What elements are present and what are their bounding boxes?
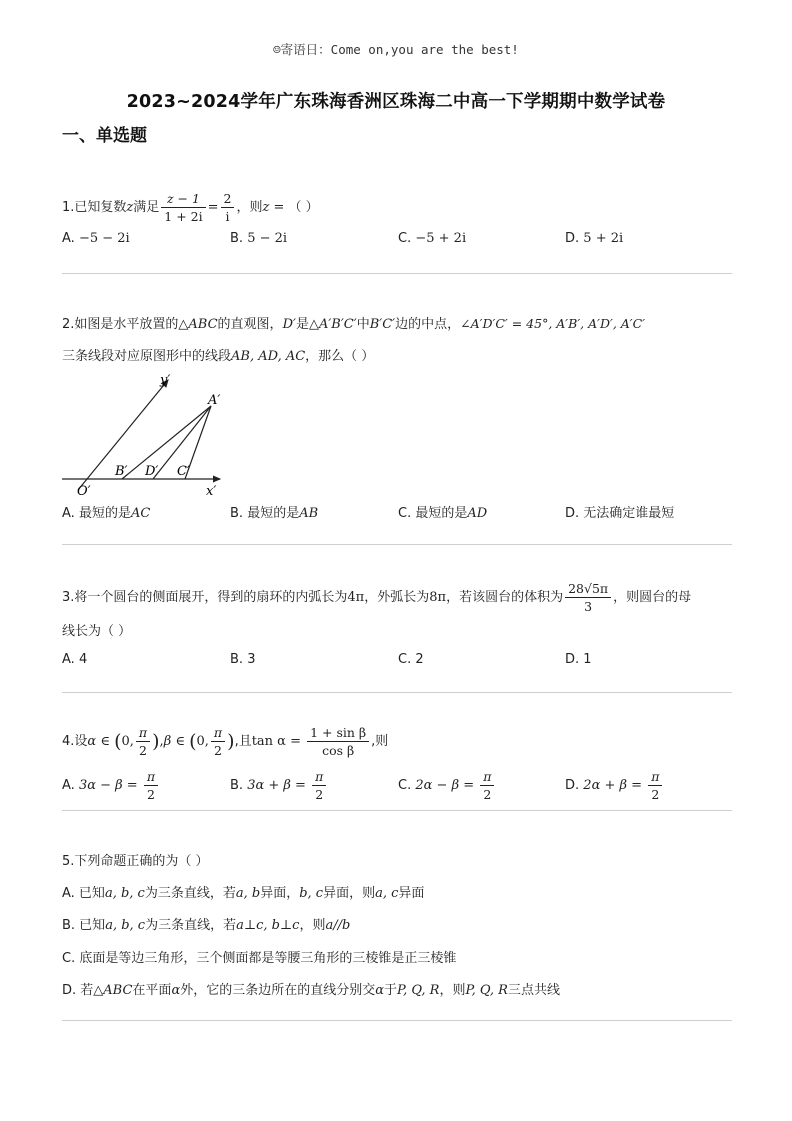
- q2-math: B′C′: [369, 317, 396, 332]
- question-2-stem: [62, 313, 645, 332]
- option-den: 2: [315, 787, 324, 802]
- q1-text: ，则: [236, 200, 263, 215]
- option-value: 2: [415, 652, 424, 667]
- q3-math: 8π: [429, 590, 447, 605]
- option-math: a, c: [375, 886, 399, 901]
- q1-text: 满足: [133, 200, 160, 215]
- question-3-options: [62, 652, 742, 674]
- q1-fraction-left: [161, 190, 205, 225]
- option-label: D.: [565, 231, 580, 246]
- q4-paren: ): [152, 730, 160, 753]
- option-math: 2α + β =: [583, 778, 647, 793]
- option-label: D.: [565, 778, 580, 793]
- option-math: P, Q, R: [397, 983, 440, 998]
- option-math: α: [171, 983, 181, 998]
- q4-math: α ∈: [87, 734, 115, 749]
- option-fraction: [648, 768, 662, 803]
- option-math: α: [375, 983, 385, 998]
- label-y: y′: [160, 373, 171, 388]
- option-value: 1: [583, 652, 592, 667]
- option-a[interactable]: [62, 231, 130, 246]
- divider: [62, 273, 732, 274]
- option-text: 三点共线: [507, 983, 560, 998]
- q1-den: i: [225, 209, 230, 224]
- q2-math: △ABC: [178, 317, 218, 332]
- option-text: 异面，则: [323, 886, 376, 901]
- option-c[interactable]: [398, 502, 487, 521]
- option-b[interactable]: [230, 231, 287, 246]
- option-num: π: [648, 768, 662, 786]
- q2-text: 的直观图，: [217, 317, 283, 332]
- option-text: ，则: [439, 983, 466, 998]
- q4-paren: ): [227, 730, 235, 753]
- option-text: A. 已知: [62, 886, 105, 901]
- option-c[interactable]: [398, 231, 466, 246]
- q4-num: π: [136, 724, 150, 742]
- option-text: 最短的是: [415, 506, 468, 521]
- label-x: x′: [206, 484, 217, 499]
- q1-den: 1 + 2i: [164, 209, 203, 224]
- option-math: P, Q, R: [465, 983, 508, 998]
- option-a[interactable]: [62, 652, 87, 667]
- option-text: 外，它的三条边所在的直线分别交: [180, 983, 376, 998]
- q4-text: 4.设: [62, 734, 88, 749]
- divider: [62, 1020, 732, 1021]
- option-fraction: [144, 768, 158, 803]
- q2-text: ，那么（ ）: [305, 349, 375, 364]
- divider: [62, 544, 732, 545]
- option-fraction: [480, 768, 494, 803]
- question-4-options: [62, 768, 742, 802]
- option-text: D. 若: [62, 983, 94, 998]
- section-heading: 一、单选题: [62, 126, 147, 146]
- option-den: 2: [651, 787, 660, 802]
- q3-fraction: [565, 580, 611, 615]
- q4-den: cos β: [322, 743, 355, 758]
- q1-text: 1.已知复数: [62, 200, 127, 215]
- q2-text: 三条线段对应原图形中的线段: [62, 349, 232, 364]
- question-4: [62, 724, 742, 802]
- option-label: C.: [398, 778, 412, 793]
- option-math: △ABC: [93, 983, 133, 998]
- option-math: AD: [467, 506, 488, 521]
- q1-eq: =: [207, 200, 219, 215]
- option-value: 5 − 2i: [247, 231, 288, 246]
- q4-text: ,: [159, 734, 164, 749]
- option-math: 3α − β =: [78, 778, 142, 793]
- option-math: a⊥c, b⊥c: [236, 918, 300, 933]
- q4-num: π: [211, 724, 225, 742]
- option-a[interactable]: [62, 882, 424, 901]
- option-value: 3: [247, 652, 256, 667]
- option-label: C.: [398, 231, 412, 246]
- q3-text: ，若该圆台的体积为: [446, 590, 564, 605]
- option-d[interactable]: [565, 502, 674, 521]
- option-den: 2: [146, 787, 155, 802]
- q4-num: 1 + sin β: [307, 724, 369, 742]
- q2-text: 边的中点，: [395, 317, 461, 332]
- q3-num: 28√5π: [565, 580, 611, 598]
- option-text: B. 已知: [62, 918, 106, 933]
- question-3-stem: [62, 580, 742, 615]
- option-math: AC: [130, 506, 151, 521]
- option-math: 2α − β =: [415, 778, 479, 793]
- q2-text: 中: [356, 317, 370, 332]
- q4-fraction: [211, 724, 225, 759]
- option-math: a//b: [325, 918, 351, 933]
- q3-math: 4π: [347, 590, 365, 605]
- option-math: 3α + β =: [247, 778, 311, 793]
- label-o: O′: [77, 484, 91, 499]
- divider: [62, 810, 732, 811]
- q4-paren: (: [189, 730, 197, 753]
- question-3: [62, 580, 742, 667]
- q3-text: ，外弧长为: [364, 590, 430, 605]
- option-math: a, b, c: [105, 918, 146, 933]
- option-b[interactable]: [230, 768, 328, 803]
- q1-fraction-right: [221, 190, 235, 225]
- option-d[interactable]: [565, 652, 592, 667]
- option-b[interactable]: [230, 652, 255, 667]
- question-1-options: [62, 231, 742, 253]
- q1-num: z − 1: [161, 190, 205, 208]
- option-text: 最短的是: [78, 506, 131, 521]
- option-label: A.: [62, 231, 75, 246]
- option-label: B.: [230, 778, 244, 793]
- q4-math: tan α =: [251, 734, 306, 749]
- option-math: b, c: [299, 886, 324, 901]
- motto: ☺寄语日：Come on,you are the best!: [273, 42, 519, 57]
- label-a: A′: [208, 393, 221, 408]
- option-value: 5 + 2i: [583, 231, 624, 246]
- q4-paren: (: [114, 730, 122, 753]
- option-text: 于: [384, 983, 398, 998]
- option-text: ，则: [299, 918, 326, 933]
- option-d[interactable]: [565, 231, 623, 246]
- option-text: 最短的是: [247, 506, 300, 521]
- q1-num: 2: [221, 190, 235, 208]
- option-value: −5 − 2i: [78, 231, 130, 246]
- question-1-stem: [62, 190, 742, 225]
- option-math: a, b, c: [104, 886, 145, 901]
- option-num: π: [144, 768, 158, 786]
- option-text: 为三条直线，若: [144, 886, 236, 901]
- q4-den: 2: [214, 743, 222, 758]
- question-2-stem-line2: [62, 345, 374, 364]
- option-value: −5 + 2i: [415, 231, 467, 246]
- option-c[interactable]: [398, 768, 496, 803]
- option-text: 为三条直线，若: [145, 918, 237, 933]
- q4-math: 0,: [121, 734, 134, 749]
- q4-math: 0,: [196, 734, 209, 749]
- label-c: C′: [177, 464, 190, 479]
- option-label: A.: [62, 506, 75, 521]
- label-d: D′: [145, 464, 159, 479]
- q2-math: ∠A′D′C′ = 45°, A′B′, A′D′, A′C′: [460, 316, 646, 331]
- option-a[interactable]: [62, 768, 160, 803]
- q1-text: = （ ）: [269, 200, 319, 215]
- divider: [62, 692, 732, 693]
- q2-math: D′: [282, 317, 296, 332]
- option-label: D.: [565, 652, 580, 667]
- option-value: 4: [78, 652, 88, 667]
- option-label: B.: [230, 506, 244, 521]
- option-text: 在平面: [132, 983, 172, 998]
- q4-math: β ∈: [163, 734, 190, 749]
- option-label: B.: [230, 231, 244, 246]
- page-title: 2023~2024学年广东珠海香洲区珠海二中高一下学期期中数学试卷: [126, 92, 666, 112]
- option-b[interactable]: [62, 914, 350, 933]
- question-5-stem: 5.下列命题正确的为（ ）: [62, 854, 209, 869]
- option-label: A.: [62, 778, 75, 793]
- question-3-stem-line2: 线长为（ ）: [62, 624, 132, 639]
- option-den: 2: [483, 787, 492, 802]
- option-num: π: [312, 768, 326, 786]
- option-num: π: [480, 768, 494, 786]
- label-b: B′: [115, 464, 128, 479]
- q4-text: ,则: [371, 734, 389, 749]
- option-math: a, b: [235, 886, 261, 901]
- q2-text: 是: [295, 317, 309, 332]
- q4-fraction-tan: [307, 724, 369, 759]
- oblique-projection-figure: [60, 368, 230, 500]
- option-text: 无法确定谁最短: [583, 506, 675, 521]
- q3-text: 3.将一个圆台的侧面展开，得到的扇环的内弧长为: [62, 590, 348, 605]
- option-label: D.: [565, 506, 580, 521]
- q2-math: AB, AD, AC: [231, 349, 306, 364]
- q1-var: z: [262, 200, 270, 215]
- option-label: C.: [398, 652, 412, 667]
- q3-den: 3: [584, 599, 593, 614]
- q3-text: ，则圆台的母: [613, 590, 692, 605]
- option-d[interactable]: [565, 768, 664, 803]
- option-math: AB: [299, 506, 319, 521]
- question-4-stem: [62, 724, 742, 759]
- option-c[interactable]: [398, 652, 424, 667]
- option-label: A.: [62, 652, 75, 667]
- q1-var: z: [126, 200, 134, 215]
- option-fraction: [312, 768, 326, 803]
- option-text: 异面，: [260, 886, 300, 901]
- option-label: C.: [398, 506, 412, 521]
- q4-den: 2: [139, 743, 147, 758]
- q2-text: 2.如图是水平放置的: [62, 317, 179, 332]
- option-b[interactable]: [230, 502, 318, 521]
- option-c[interactable]: C. 底面是等边三角形，三个侧面都是等腰三角形的三棱锥是正三棱锥: [62, 951, 457, 966]
- option-text: 异面: [398, 886, 425, 901]
- q4-text: ,且: [234, 734, 252, 749]
- q2-math: △A′B′C′: [308, 317, 357, 332]
- question-1: [62, 190, 742, 246]
- option-d[interactable]: [62, 979, 560, 998]
- q4-fraction: [136, 724, 150, 759]
- option-label: B.: [230, 652, 244, 667]
- option-a[interactable]: [62, 502, 150, 521]
